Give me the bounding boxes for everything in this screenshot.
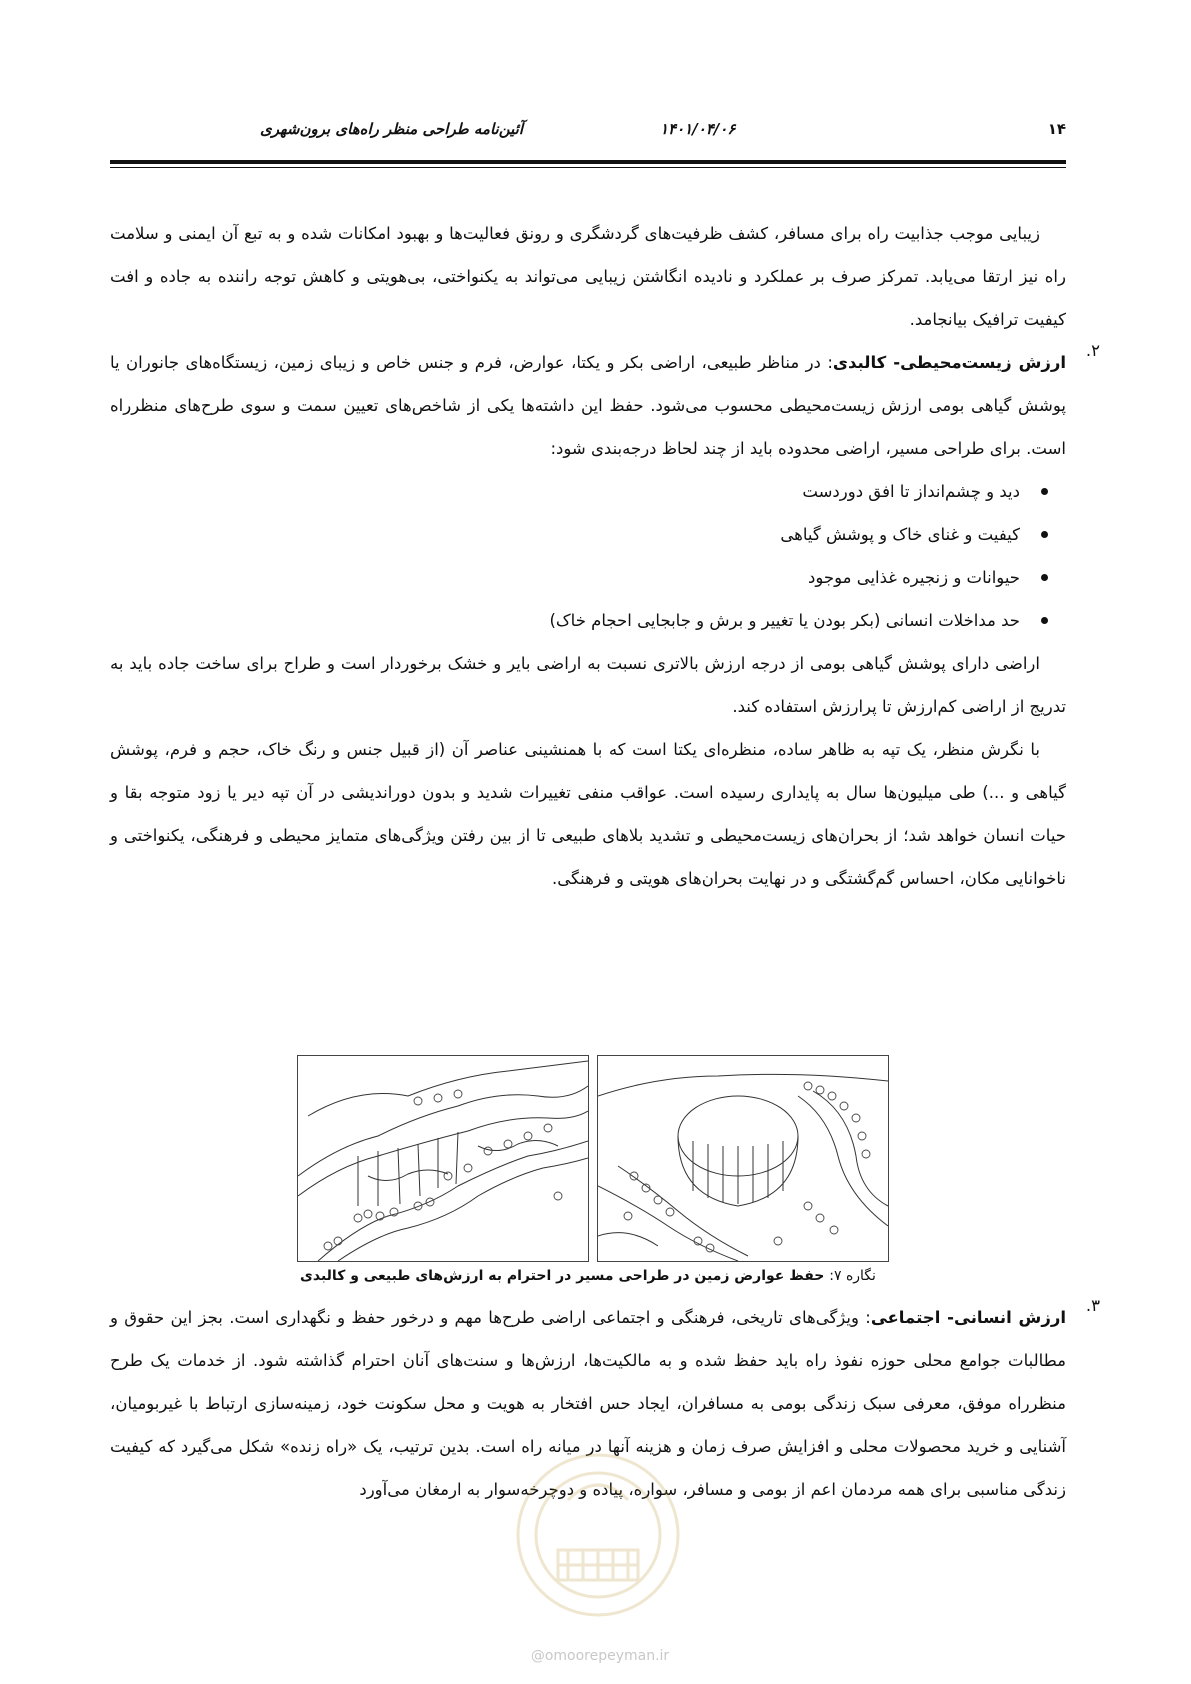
watermark-text: @omoorepeyman.ir [530,1648,670,1664]
item-2-number: ۲. [1085,341,1100,360]
intro-paragraph: زیبایی موجب جذابیت راه برای مسافر، کشف ظرفیت‌های گردشگری و رونق فعالیت‌ها و بهبود امکانات شده و به تبع آن ایمنی و سلامت راه نیز ارتقا می‌یابد. تمرکز صرف بر عملکرد و نادیده انگاشتن زیبایی می‌تواند به یکنواختی، بی‌هویتی و کاهش توجه راننده به جاده و افت کیفیت ترافیک بیانجامد. [110,224,1066,329]
item-3-body: : ویژگی‌های تاریخی، فرهنگی و اجتماعی اراضی طرح‌ها مهم و درخور حفظ و نگهداری است. بجز این حقوق و مطالبات جوامع محلی حوزه نفوذ راه باید حفظ شده و به مالکیت‌ها، ارزش‌ها و سنت‌های آنان احترام گذاشته شود. از خدمات یک طرح منظرراه موفق، معرفی سبک زندگی بومی به مسافران، ایجاد حس افتخار به هویت و محل سکونت خود، زمینه‌سازی ارتباط با غیربومیان، آشنایی و خرید محصولات محلی و افزایش صرف زمان و هزینه آنها در میانه راه است. بدین ترتیب، یک «راه زنده» شکل می‌گیرد که کیفیت زندگی مناسبی برای همه مردمان اعم از بومی و مسافر، سواره، پیاده و دوچرخه‌سوار به ارمغان می‌آورد [110,1308,1066,1499]
item-3-number: ۳. [1085,1296,1100,1315]
item-2-paragraph [110,341,1066,470]
figure-caption-label: نگاره ۷: [829,1268,876,1284]
page-header [110,120,1066,146]
header-rule-thick [110,160,1066,164]
list-item: حیوانات و زنجیره غذایی موجود [110,556,1048,599]
header-date: ۱۴۰۱/۰۴/۰۶ [660,120,736,138]
lands-paragraph: اراضی دارای پوشش گیاهی بومی از درجه ارزش بالاتری نسبت به اراضی بایر و خشک برخوردار است و طراح برای ساخت جاده باید به تدریج از اراضی کم‌ارزش تا پرارزش استفاده کند. [110,654,1066,716]
page-content-lower [110,1296,1100,1511]
page-number: ۱۴ [1047,120,1066,138]
item-2-title: ارزش زیست‌محیطی- کالبدی [832,353,1066,372]
item-2-body: : در مناظر طبیعی، اراضی بکر و یکتا، عوارض، فرم و جنس خاص و زیبای زمین، زیستگاه‌های جانوران یا پوشش گیاهی بومی ارزش زیست‌محیطی محسوب می‌شود. حفظ این داشته‌ها یکی از شاخص‌های تعیین سمت و سوی طرح‌های منظرراه است. برای طراحی مسیر، اراضی محدوده باید از چند لحاظ درجه‌بندی شود: [110,353,1066,458]
list-item: کیفیت و غنای خاک و پوشش گیاهی [110,513,1048,556]
page-content [110,212,1100,900]
figure-sketch-hill [597,1055,889,1262]
figure-caption [110,1268,1066,1284]
item-3-title: ارزش انسانی- اجتماعی [870,1308,1066,1327]
bullet-icon [1041,531,1048,538]
figure-7 [297,1055,1063,1262]
bullet-icon [1041,488,1048,495]
figure-sketch-valley [297,1055,589,1262]
list-item: دید و چشم‌انداز تا افق دوردست [110,470,1048,513]
header-title: آئین‌نامه طراحی منظر راه‌های برون‌شهری [260,120,523,138]
bullet-icon [1041,574,1048,581]
hill-paragraph: با نگرش منظر، یک تپه به ظاهر ساده، منظره‌ای یکتا است که با همنشینی عناصر آن (از قبیل جنس و رنگ خاک، حجم و فرم، پوشش گیاهی و ...) طی میلیون‌ها سال به پایداری رسیده است. عواقب منفی تغییرات شدید و بدون دوراندیشی در آن تپه دیر یا زود متوجه بقا و حیات انسان خواهد شد؛ از بحران‌های زیست‌محیطی و تشدید بلاهای طبیعی تا از بین رفتن ویژگی‌های متمایز محیطی و فرهنگی، یکنواختی و ناخوانایی مکان، احساس گم‌گشتگی و در نهایت بحران‌های هویتی و فرهنگی. [110,740,1066,888]
figure-caption-text: حفظ عوارض زمین در طراحی مسیر در احترام به ارزش‌های طبیعی و کالبدی [300,1268,825,1284]
header-rule-thin [110,167,1066,168]
list-item: حد مداخلات انسانی (بکر بودن یا تغییر و برش و جابجایی احجام خاک) [110,599,1048,642]
item-3-paragraph [110,1296,1066,1511]
item-3 [110,1296,1100,1511]
item-2 [110,341,1100,470]
bullet-icon [1041,617,1048,624]
criteria-list [110,470,1066,642]
